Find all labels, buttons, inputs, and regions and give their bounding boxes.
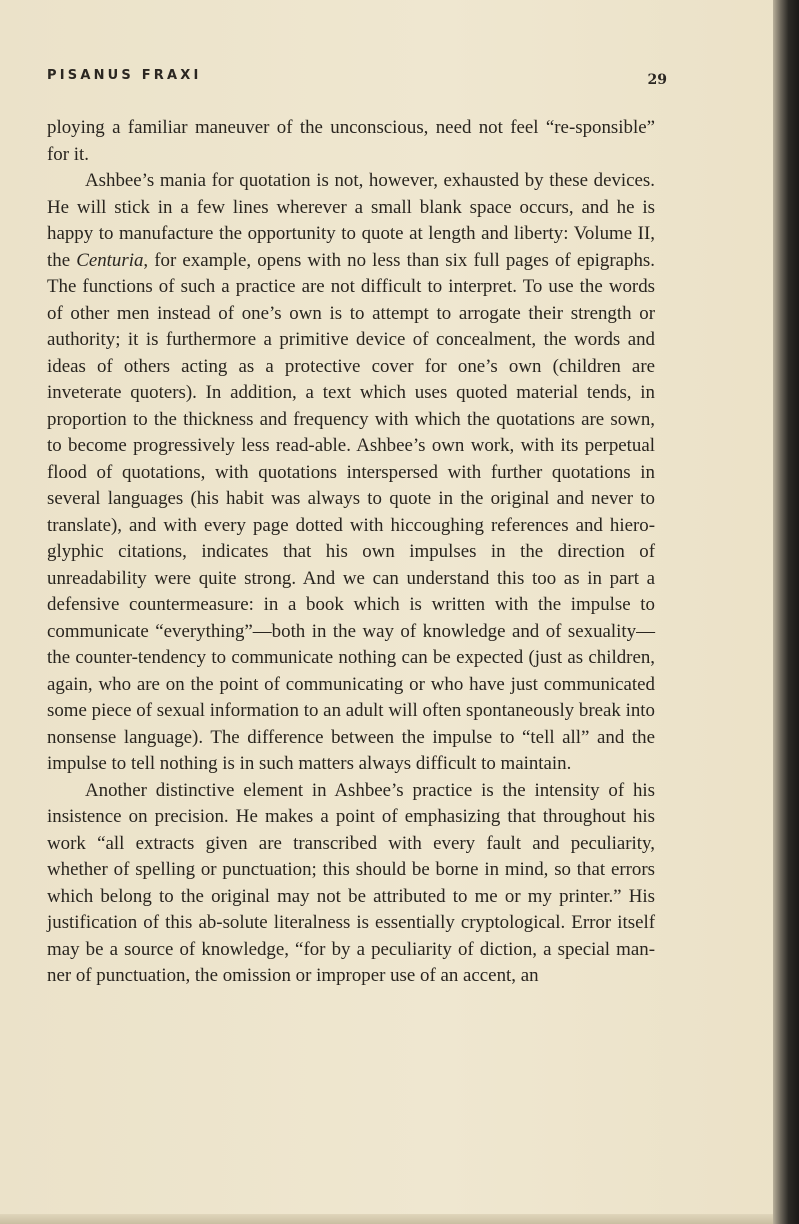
paragraph-2: Ashbee’s mania for quotation is not, however, exhausted by these devices. He will stick in a few lines wherever a small blank space occurs, and he is happy to manufacture the opportunity to quote at length and liberty: Volume II, the Centuria, for example, opens with no less than six full pages of epigraphs. The functions of such a practice are not difficult to interpret. To use the words of other men instead of one’s own is to attempt to arrogate their strength or authority; it is furthermore a primitive device of concealment, the words and ideas of others acting as a protective cover for one’s own (children are inveterate quoters). In addition, a text which uses quoted material tends, in proportion to the thickness and frequency with which the quotations are sown, to become progressively less read-able. Ashbee’s own work, with its perpetual flood of quotations, with quotations interspersed with further quotations in several languages (his habit was always to quote in the original and never to translate), and with every page dotted with hiccoughing references and hiero-glyphic citations, indicates that his own impulses in the direction of unreadability were quite strong. And we can understand this too as in part a defensive countermeasure: in a book which is written with the impulse to communicate “everything”—both in the way of knowledge and of sexuality—the counter-tendency to communicate nothing can be expected (just as children, again, who are on the point of communicating or who have just communicated some piece of sexual information to an adult will often spontaneously break into nonsense language). The difference between the impulse to “tell all” and the impulse to tell nothing is in such matters always difficult to maintain. — [47, 170, 655, 774]
running-head: PISANUS FRAXI — [47, 68, 202, 83]
book-title-centuria: Centuria — [76, 249, 144, 271]
page-header — [47, 68, 667, 88]
paragraph-3: Another distinctive element in Ashbee’s practice is the intensity of his insistence on precision. He makes a point of emphasizing that throughout his work “all extracts given are transcribed with every fault and peculiarity, whether of spelling or punctuation; this should be borne in mind, so that errors which belong to the original may not be attributed to me or my printer.” His justification of this ab-solute literalness is essentially cryptological. Error itself may be a source of knowledge, “for by a peculiarity of diction, a special man-ner of punctuation, the omission or improper use of an accent, an — [47, 779, 655, 986]
page-bottom-edge — [0, 1214, 799, 1224]
page-number: 29 — [647, 72, 667, 88]
book-spine-shadow — [773, 0, 799, 1224]
paragraph-1: ploying a familiar maneuver of the unconscious, need not feel “re-sponsible” for it. — [47, 117, 655, 165]
body-text — [47, 115, 655, 990]
